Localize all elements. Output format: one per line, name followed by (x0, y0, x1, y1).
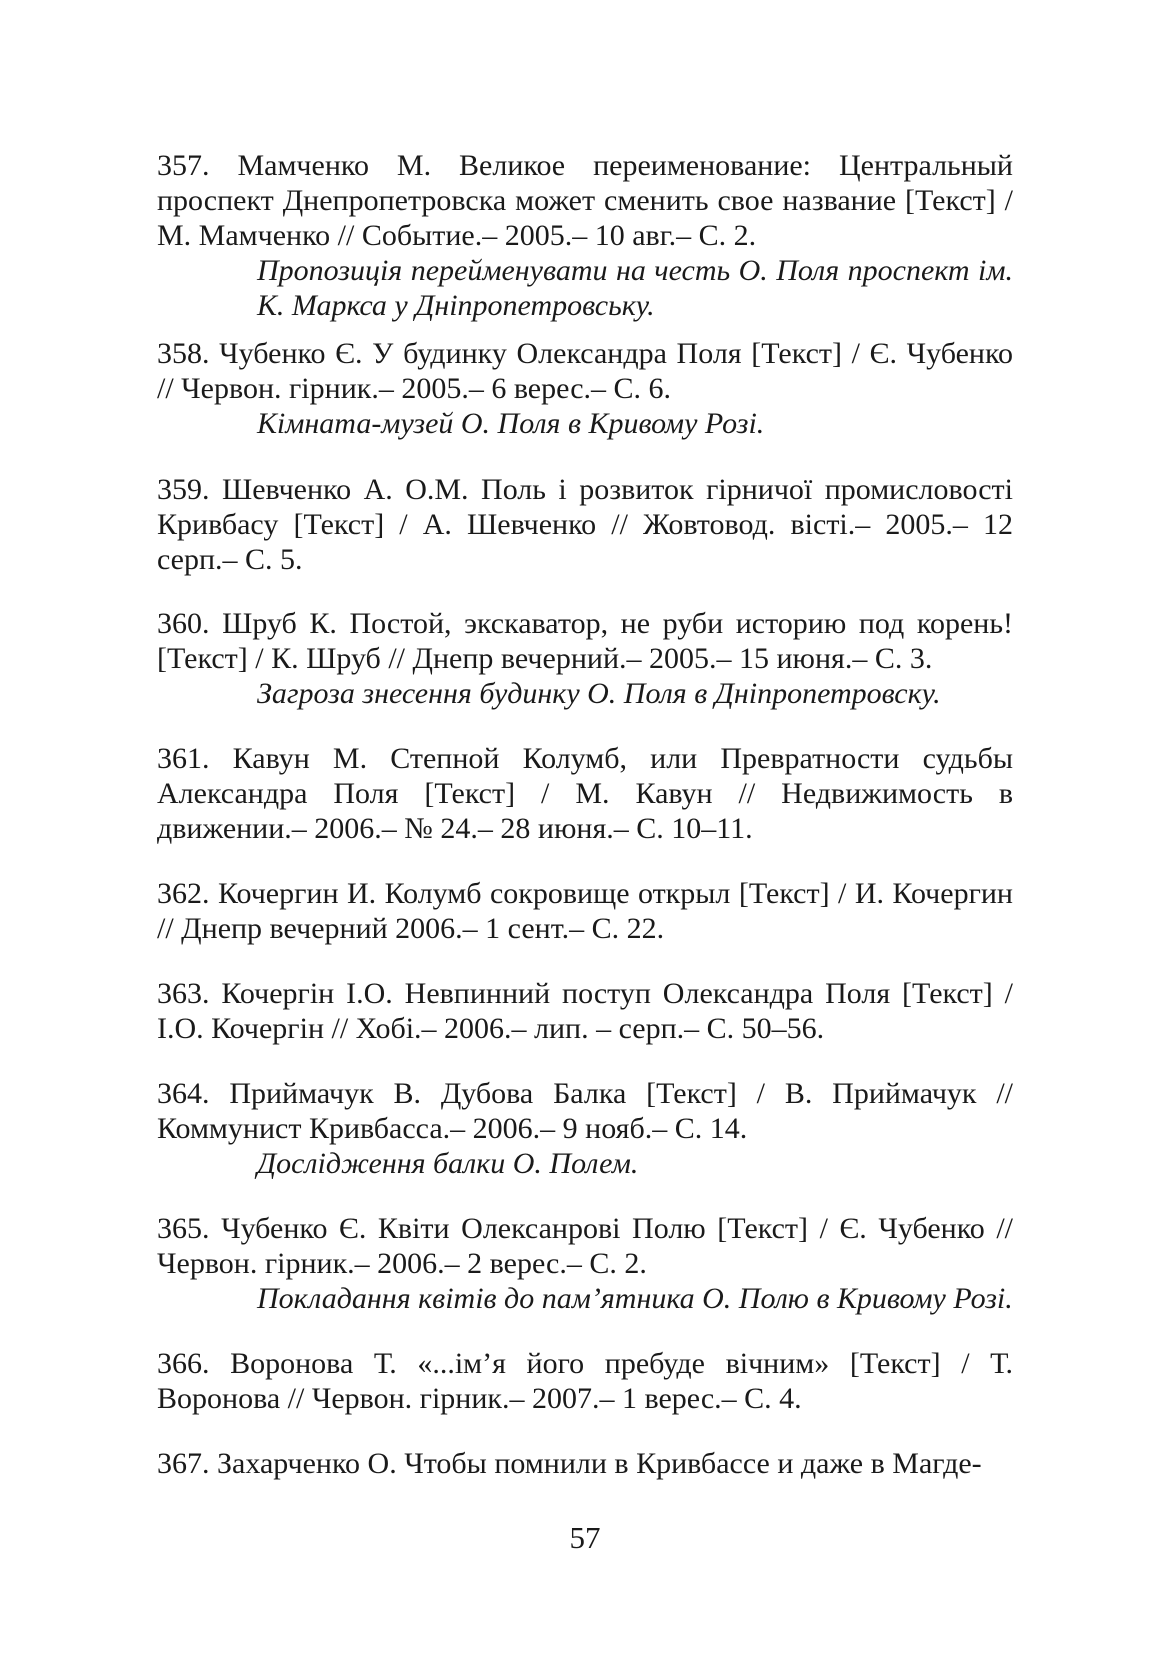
bibliography-entry-367 (157, 1446, 1013, 1481)
bibliography-entry-363 (157, 976, 1013, 1046)
entry-annotation: Загроза знесення будинку О. Поля в Дніпропетровску. (257, 677, 941, 710)
bibliography-entry-357 (157, 148, 1013, 323)
entry-text: 366. Воронова Т. «...ім’я його пребуде вічним» [Текст] / Т. Воронова // Червон. гірник.– 2007.– 1 верес.– С. 4. (157, 1347, 1013, 1415)
entry-text: 357. Мамченко М. Великое переименование: Центральный проспект Днепропетровска может сменить свое название [Текст] / М. Мамченко // Событие.– 2005.– 10 авг.– С. 2. (157, 149, 1013, 252)
bibliography-entry-364 (157, 1076, 1013, 1181)
entry-annotation: Пропозиція перейменувати на честь О. Поля проспект ім. К. Маркса у Дніпропетровську. (257, 254, 1013, 322)
bibliography-entry-360 (157, 606, 1013, 711)
bibliography-entry-366 (157, 1346, 1013, 1416)
entry-annotation: Дослідження балки О. Полем. (257, 1147, 639, 1180)
bibliography-entry-365 (157, 1211, 1013, 1316)
entry-text: 365. Чубенко Є. Квіти Олексанрові Полю [Текст] / Є. Чубенко // Червон. гірник.– 2006.– 2 верес.– С. 2. (157, 1212, 1013, 1280)
entry-text: 361. Кавун М. Степной Колумб, или Превратности судьбы Александра Поля [Текст] / М. Кавун // Недвижимость в движении.– 2006.– № 24.– 28 июня.– С. 10–11. (157, 742, 1013, 845)
entry-text: 367. Захарченко О. Чтобы помнили в Кривбассе и даже в Магде- (157, 1447, 982, 1480)
entry-text: 360. Шруб К. Постой, экскаватор, не руби историю под корень! [Текст] / К. Шруб // Днепр вечерний.– 2005.– 15 июня.– С. 3. (157, 607, 1013, 675)
entry-annotation: Покладання квітів до пам’ятника О. Полю в Кривому Розі. (257, 1282, 1013, 1315)
entry-annotation: Кімната-музей О. Поля в Кривому Розі. (257, 407, 765, 440)
bibliography-entry-359 (157, 472, 1013, 577)
entry-text: 364. Приймачук В. Дубова Балка [Текст] / В. Приймачук // Коммунист Кривбасса.– 2006.– 9 нояб.– С. 14. (157, 1077, 1013, 1145)
bibliography-entry-362 (157, 876, 1013, 946)
entry-text: 359. Шевченко А. О.М. Поль і розвиток гірничої промисловості Кривбасу [Текст] / А. Шевченко // Жовтовод. вісті.– 2005.– 12 серп.– С. 5. (157, 473, 1013, 576)
bibliography-entry-361 (157, 741, 1013, 846)
bibliography-entry-358 (157, 336, 1013, 441)
page-number: 57 (569, 1520, 601, 1555)
entry-text: 358. Чубенко Є. У будинку Олександра Поля [Текст] / Є. Чубенко // Червон. гірник.– 2005.– 6 верес.– С. 6. (157, 337, 1013, 405)
entry-text: 362. Кочергин И. Колумб сокровище открыл [Текст] / И. Кочергин // Днепр вечерний 2006.– 1 сент.– С. 22. (157, 877, 1013, 945)
entry-text: 363. Кочергін І.О. Невпинний поступ Олександра Поля [Текст] / І.О. Кочергін // Хобі.– 2006.– лип. – серп.– С. 50–56. (157, 977, 1013, 1045)
